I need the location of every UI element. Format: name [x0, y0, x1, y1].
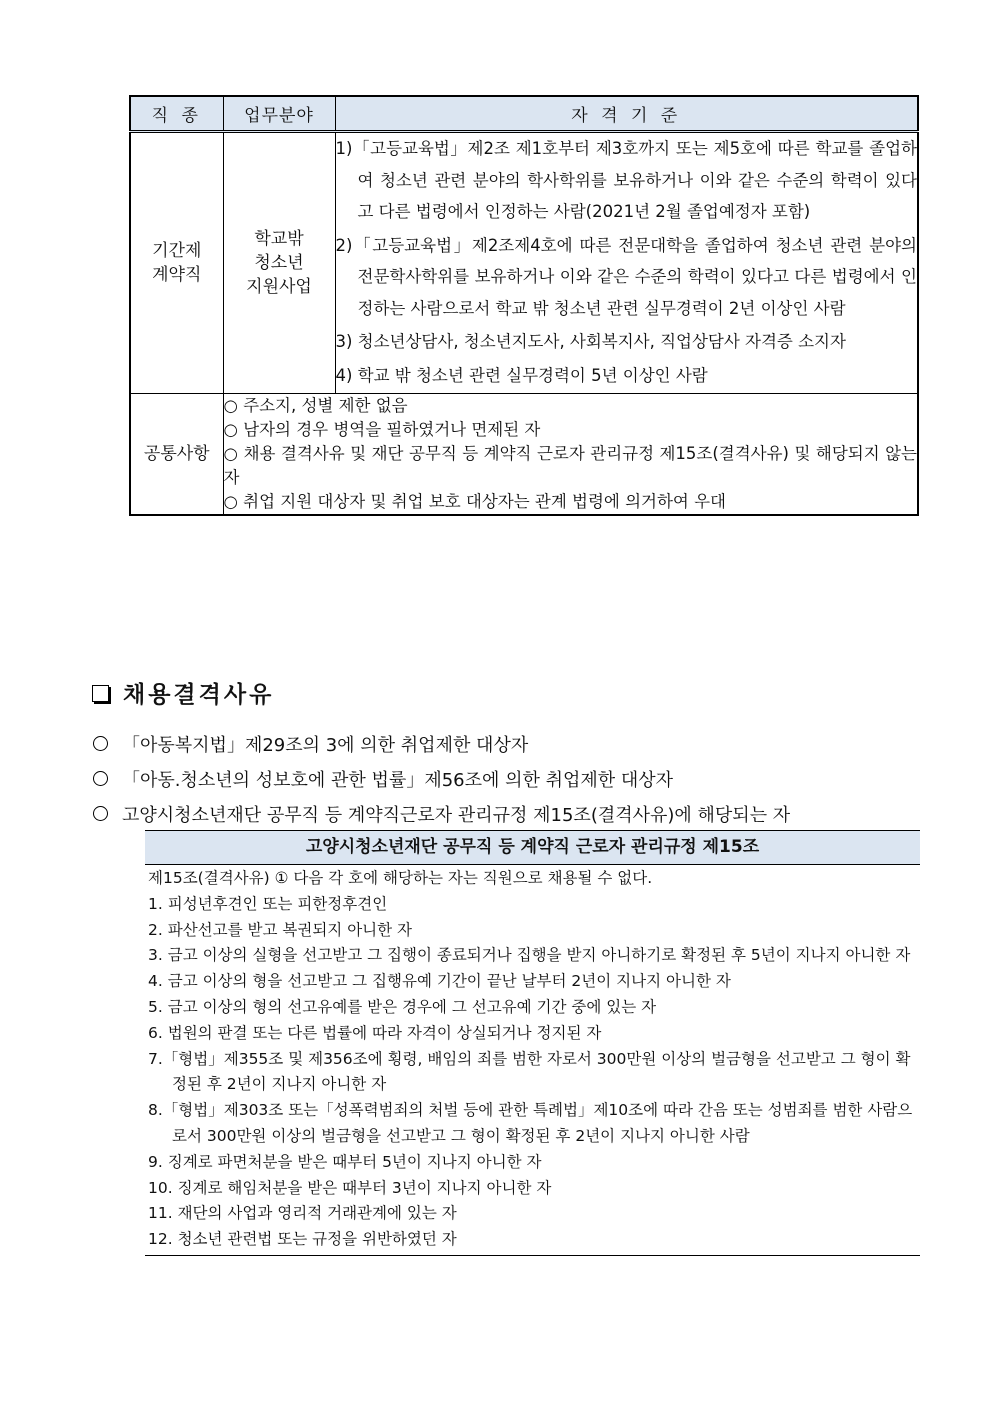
regulation-title: 고양시청소년재단 공무직 등 계약직 근로자 관리규정 제15조 [145, 830, 920, 865]
regulation-item: 5. 금고 이상의 형의 선고유예를 받은 경우에 그 선고유예 기간 중에 있는 자 [148, 997, 657, 1016]
regulation-item: 6. 법원의 판결 또는 다른 법률에 따라 자격이 상실되거나 정지된 자 [148, 1023, 602, 1042]
circle-bullet-icon [93, 806, 108, 821]
job-type-text: 기간제 계약직 [152, 241, 202, 285]
table-row [130, 132, 918, 394]
criteria-item: 1)「고등교육법」제2조 제1호부터 제3호까지 또는 제5호에 따른 학교를 졸업하여 청소년 관련 분야의 학사학위를 보유하거나 이와 같은 수준의 학력이 있다고 다른 법령에서 인정하는 사람(2021년 2월 졸업예정자 포함) [335, 139, 917, 221]
common-item: ○ 채용 결격사유 및 재단 공무직 등 계약직 근로자 관리규정 제15조(결격사유) 및 해당되지 않는 자 [223, 444, 917, 487]
table-header-row [130, 96, 918, 132]
header-work-field: 업무분야 [223, 96, 335, 132]
regulation-box [145, 830, 920, 1256]
qualification-table [129, 95, 919, 516]
criteria-cell [335, 132, 918, 394]
regulation-item: 11. 재단의 사업과 영리적 거래관계에 있는 자 [148, 1204, 457, 1223]
work-field-text: 학교밖 청소년 지원사업 [246, 229, 312, 297]
regulation-item: 2. 파산선고를 받고 복권되지 아니한 자 [148, 920, 413, 939]
common-label: 공통사항 [143, 444, 210, 464]
work-field-cell [223, 132, 335, 394]
reason-text: 「아동.청소년의 성보호에 관한 법률」제56조에 의한 취업제한 대상자 [122, 769, 674, 791]
common-item: ○ 취업 지원 대상자 및 취업 보호 대상자는 관계 법령에 의거하여 우대 [223, 492, 726, 511]
list-item [93, 761, 933, 796]
regulation-item: 1. 피성년후견인 또는 피한정후견인 [148, 894, 388, 913]
criteria-item: 4) 학교 밖 청소년 관련 실무경력이 5년 이상인 사람 [335, 365, 708, 385]
job-type-cell [130, 132, 223, 394]
header-job-type: 직 종 [130, 96, 223, 132]
reason-text: 「아동복지법」제29조의 3에 의한 취업제한 대상자 [122, 734, 529, 756]
regulation-intro: 제15조(결격사유) ① 다음 각 호에 해당하는 자는 직원으로 채용될 수 없다. [148, 869, 653, 887]
list-item [93, 796, 933, 831]
reason-text: 고양시청소년재단 공무직 등 계약직근로자 관리규정 제15조(결격사유)에 해당되는 자 [122, 804, 791, 826]
regulation-item: 10. 징계로 해임처분을 받은 때부터 3년이 지나지 아니한 자 [148, 1178, 552, 1197]
regulation-item: 7.「형법」제355조 및 제356조에 횡령, 배임의 죄를 범한 자로서 300만원 이상의 벌금형을 선고받고 그 형이 확정된 후 2년이 지나지 아니한 자 [148, 1049, 911, 1094]
regulation-item: 9. 징계로 파면처분을 받은 때부터 5년이 지나지 아니한 자 [148, 1152, 542, 1171]
regulation-item: 12. 청소년 관련법 또는 규정을 위반하였던 자 [148, 1230, 457, 1249]
disqualification-list [93, 726, 933, 831]
list-item [93, 726, 933, 761]
section-title: 채용결격사유 [123, 682, 275, 708]
header-criteria: 자 격 기 준 [335, 96, 918, 132]
common-item: ○ 주소지, 성별 제한 없음 [223, 396, 408, 415]
common-items-cell [223, 394, 918, 516]
common-item: ○ 남자의 경우 병역을 필하였거나 면제된 자 [223, 420, 541, 439]
common-label-cell [130, 394, 223, 516]
checkbox-square-icon [92, 685, 109, 702]
regulation-body [145, 865, 920, 1256]
criteria-item: 2)「고등교육법」제2조제4호에 따른 전문대학을 졸업하여 청소년 관련 분야의 전문학사학위를 보유하거나 이와 같은 수준의 학력이 있다고 다른 법령에서 인정하는 사람으로서 학교 밖 청소년 관련 실무경력이 2년 이상인 사람 [335, 235, 917, 318]
regulation-item: 3. 금고 이상의 실형을 선고받고 그 집행이 종료되거나 집행을 받지 아니하기로 확정된 후 5년이 지나지 아니한 자 [148, 946, 911, 965]
criteria-item: 3) 청소년상담사, 청소년지도사, 사회복지사, 직업상담사 자격증 소지자 [335, 332, 846, 351]
circle-bullet-icon [93, 771, 108, 786]
circle-bullet-icon [93, 736, 108, 751]
regulation-item: 8.「형법」제303조 또는「성폭력범죄의 처벌 등에 관한 특례법」제10조에 따라 간음 또는 성범죄를 범한 사람으로서 300만원 이상의 벌금형을 선고받고 그 형이 확정된 후 2년이 지나지 아니한 사람 [148, 1101, 913, 1145]
section-heading [92, 676, 274, 709]
regulation-item: 4. 금고 이상의 형을 선고받고 그 집행유예 기간이 끝난 날부터 2년이 지나지 아니한 자 [148, 972, 731, 991]
table-row [130, 394, 918, 516]
